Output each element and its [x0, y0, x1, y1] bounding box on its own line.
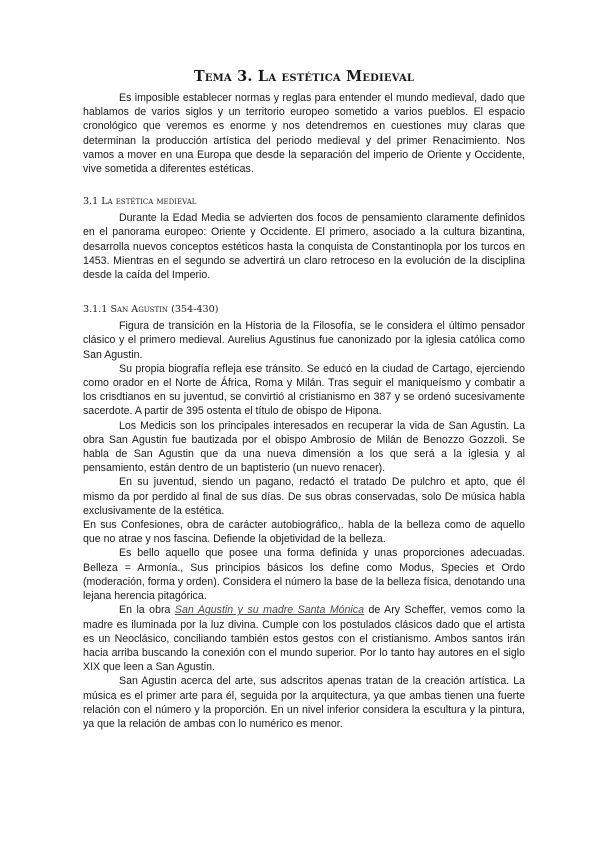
paragraph-1: Figura de transición en la Historia de la Filosofía, se le considera el último pensador clásico y el primero medieval. Aurelius Agustinus fue canonizado por la iglesia católica como San Agustin.	[83, 320, 525, 361]
paragraph-8: San Agustin acerca del arte, sus adscritos apenas tratan de la creación artística. La música es el primer arte para él, seguida por la arquitectura, ya que ambas tienen una fuerte relación con el número y la proporción. En un nivel inferior considera la escultura y la pintura, ya que la relación de ambas con lo numérico es menor.	[83, 675, 525, 730]
section-3-1-paragraph: Durante la Edad Media se advierten dos focos de pensamiento claramente definidos en el panorama europeo: Oriente y Occidente. El primero, asociado a la cultura bizantina, desarrolla nuevos conceptos estéticos hasta la conquista de Constantinopla por los turcos en 1453. Mientras en el segundo se advertirá un claro retroceso en la evolución de la disciplina desde la caída del Imperio.	[83, 212, 525, 282]
paragraph-3: Los Medicis son los principales interesados en recuperar la vida de San Agustin. La obra San Agustin fue bautizada por el obispo Ambrosio de Milán de Benozzo Gozzoli. Se habla de San Agustin que da una nueva dimensión a los que será a la iglesia y al pensamiento, están dentro de un baptisterio (un nuevo renacer).	[83, 419, 525, 475]
artwork-link[interactable]: San Agustin y su madre Santa Mónica	[174, 604, 364, 617]
paragraph-7	[83, 603, 525, 674]
paragraph-6: Es bello aquello que posee una forma definida y unas proporciones adecuadas. Belleza = Armonía., Sus principios básicos los define como Modus, Species et Ordo (moderación, forma y orden). Considera el número la base de la belleza física, denotando una lejana herencia pitagórica.	[83, 547, 525, 603]
paragraph-2: Su propia biografía refleja ese tránsito. Se educó en la ciudad de Cartago, ejerciendo como orador en el Norte de África, Roma y Milán. Tras seguir el maniqueísmo y combatir a los crisdtianos en su juventud, se convirtió al cristianismo en 387 y se ordenó sucesivamente sacerdote. A partir de 395 ostenta el título de obispo de Hipona.	[83, 362, 525, 418]
paragraph-5: En sus Confesiones, obra de carácter autobiográfico,. habla de la belleza como de aquello que no atrae y nos fascina. Defiende la objetividad de la belleza.	[83, 519, 525, 546]
paragraph-4: En su juventud, siendo un pagano, redactó el tratado De pulchro et apto, que él mismo da por perdido al final de sus días. De sus obras conservadas, solo De música habla exclusivamente de la estética.	[83, 476, 525, 517]
document-body	[83, 68, 525, 731]
intro-paragraph: Es imposible establecer normas y reglas para entender el mundo medieval, dado que hablamos de varios siglos y un territorio europeo sometido a varios pueblos. El espacio cronológico que veremos es enorme y nos detendremos en cuestiones muy claras que determinan la producción artística del periodo medieval y del primer Renacimiento. Nos vamos a mover en una Europa que desde la separación del imperio de Oriente y Occidente, vive sometida a diferentes estéticas.	[83, 92, 525, 176]
page-title: Tema 3. La estética Medieval	[193, 68, 415, 85]
section-heading-3-1: 3.1 La estética medieval	[83, 196, 197, 208]
paragraph-7-rest: de Ary Scheffer, vemos como la madre es iluminada por la luz divina. Cumple con los postulados clásicos dado que el artista es un Neoclásico, conciliando también estos gestos con el cristianismo. Ambos santos irán hacia arriba buscando la conexión con el mundo superior. Por lo tanto hay autores en el siglo XIX que leen a San Agustin.	[83, 604, 525, 674]
paragraph-7-lead: En la obra	[119, 604, 175, 617]
section-heading-3-1-1: 3.1.1 San Agustin (354-430)	[83, 304, 219, 316]
